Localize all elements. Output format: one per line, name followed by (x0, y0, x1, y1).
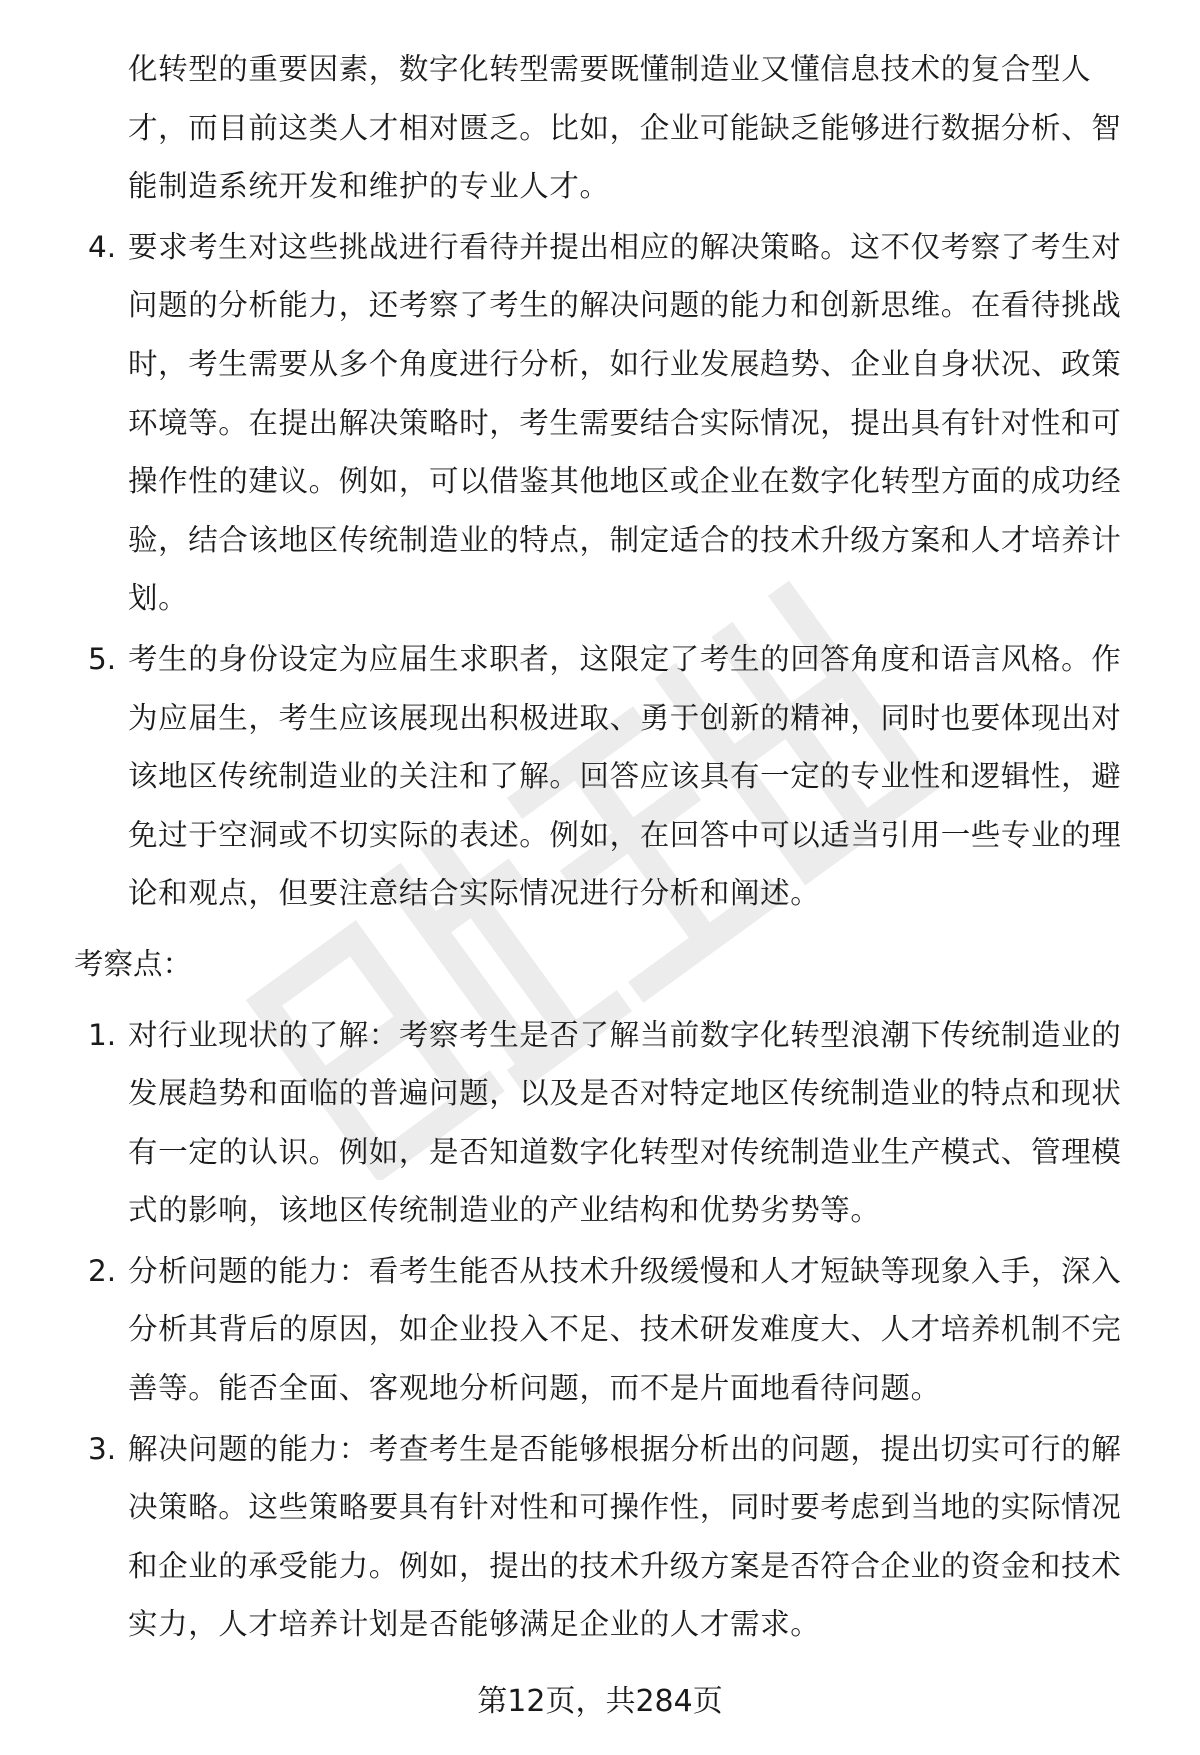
list-item-text: 解决问题的能力：考查考生是否能够根据分析出的问题，提出切实可行的解决策略。这些策略要具有针对性和可操作性，同时要考虑到当地的实际情况和企业的承受能力。例如，提出的技术升级方案是否符合企业的资金和技术实力，人才培养计划是否能够满足企业的人才需求。 (128, 1431, 1122, 1642)
list-item-number: 2. (88, 1253, 117, 1288)
list-item-number: 1. (88, 1017, 117, 1052)
content-area (0, 40, 1200, 1654)
list-item-number: 5. (88, 641, 117, 676)
list-item (0, 1242, 1200, 1418)
list-item-number: 4. (88, 229, 117, 264)
section-heading: 考察点： (74, 946, 193, 981)
list-item-number: 3. (88, 1431, 117, 1466)
page-footer: 第12页，共284页 (477, 1684, 723, 1719)
list-item-text: 分析问题的能力：看考生能否从技术升级缓慢和人才短缺等现象入手，深入分析其背后的原因，如企业投入不足、技术研发难度大、人才培养机制不完善等。能否全面、客观地分析问题，而不是片面地看待问题。 (128, 1253, 1122, 1406)
list-item-text: 要求考生对这些挑战进行看待并提出相应的解决策略。这不仅考察了考生对问题的分析能力，还考察了考生的解决问题的能力和创新思维。在看待挑战时，考生需要从多个角度进行分析，如行业发展趋势、企业自身状况、政策环境等。在提出解决策略时，考生需要结合实际情况，提出具有针对性和可操作性的建议。例如，可以借鉴其他地区或企业在数字化转型方面的成功经验，结合该地区传统制造业的特点，制定适合的技术升级方案和人才培养计划。 (128, 229, 1122, 616)
list-item (0, 218, 1200, 628)
list-item (0, 1420, 1200, 1654)
continuation-paragraph: 化转型的重要因素，数字化转型需要既懂制造业又懂信息技术的复合型人才，而目前这类人才相对匮乏。比如，企业可能缺乏能够进行数据分析、智能制造系统开发和维护的专业人才。 (128, 52, 1122, 204)
list-item-text: 对行业现状的了解：考察考生是否了解当前数字化转型浪潮下传统制造业的发展趋势和面临的普遍问题，以及是否对特定地区传统制造业的特点和现状有一定的认识。例如，是否知道数字化转型对传统制造业生产模式、管理模式的影响，该地区传统制造业的产业结构和优势劣势等。 (128, 1017, 1122, 1228)
list-item-text: 考生的身份设定为应届生求职者，这限定了考生的回答角度和语言风格。作为应届生，考生应该展现出积极进取、勇于创新的精神，同时也要体现出对该地区传统制造业的关注和了解。回答应该具有一定的专业性和逻辑性，避免过于空洞或不切实际的表述。例如，在回答中可以适当引用一些专业的理论和观点，但要注意结合实际情况进行分析和阐述。 (128, 641, 1122, 911)
list-item (0, 1006, 1200, 1240)
list-item (0, 630, 1200, 923)
